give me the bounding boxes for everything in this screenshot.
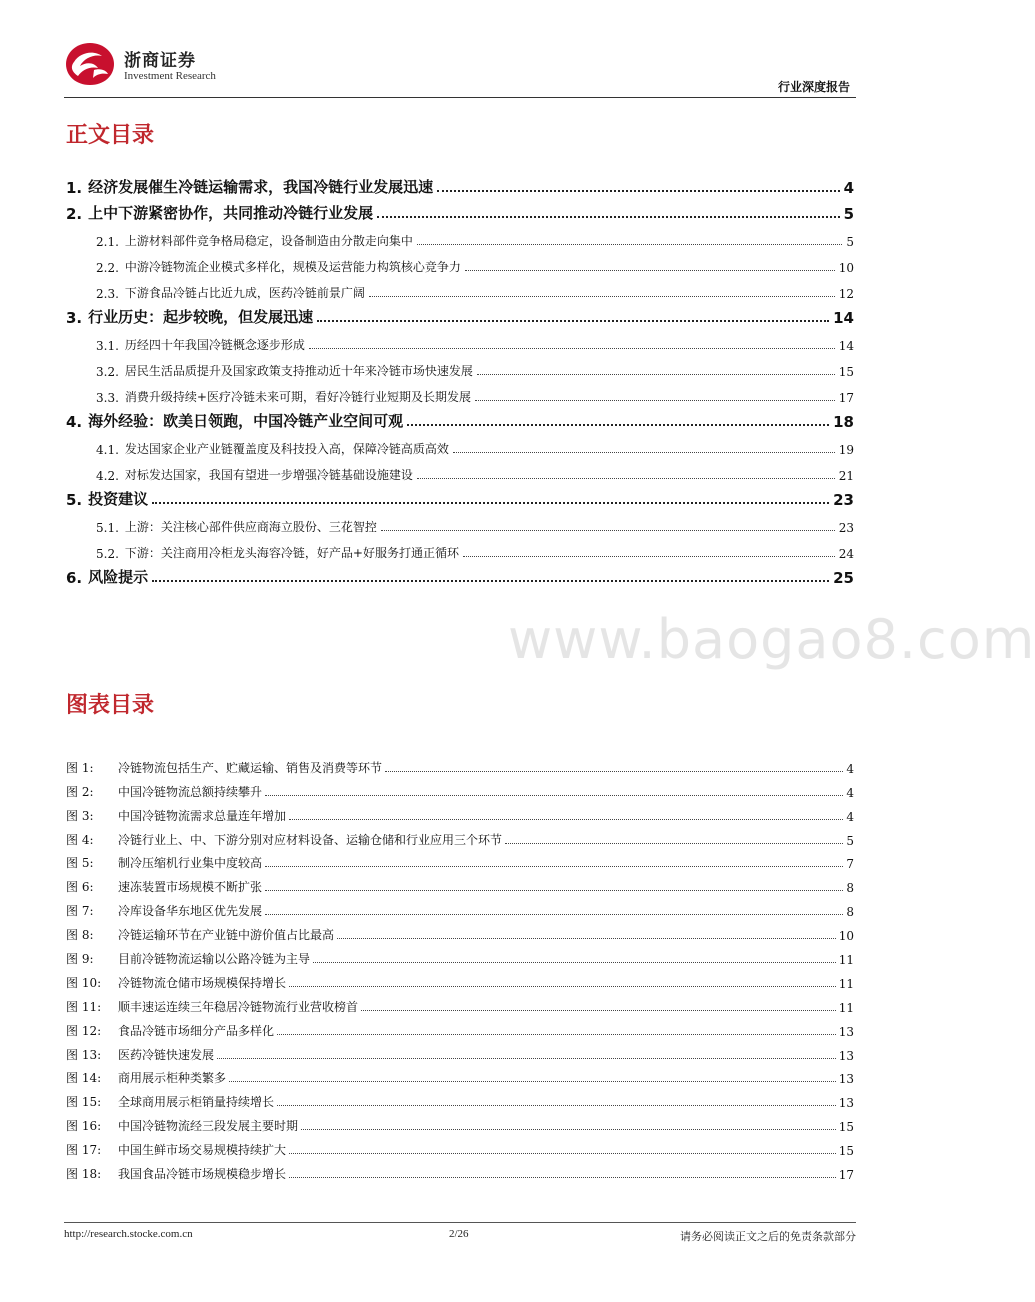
toc-entry-title: 上游：关注核心部件供应商海立股份、三花智控 xyxy=(124,520,377,534)
toc-entry-number: 4.1. xyxy=(96,443,119,457)
figure-number: 图 3: xyxy=(66,808,94,823)
toc-subentry-2-1[interactable] xyxy=(66,223,854,249)
figure-number: 图 4: xyxy=(66,832,94,847)
dot-leader xyxy=(277,1105,836,1106)
figure-page: 11 xyxy=(838,1000,854,1015)
toc-entry-title: 海外经验：欧美日领跑，中国冷链产业空间可观 xyxy=(88,412,404,430)
dot-leader xyxy=(289,1177,836,1178)
figure-number: 图 5: xyxy=(66,856,94,871)
figure-entry-7[interactable] xyxy=(66,895,854,919)
figure-title: 食品冷链市场细分产品多样化 xyxy=(118,1023,275,1038)
dot-leader xyxy=(417,244,842,245)
toc-entry-title: 消费升级持续+医疗冷链未来可期，看好冷链行业短期及长期发展 xyxy=(124,390,471,404)
toc-entry-page: 5 xyxy=(843,205,854,223)
dot-leader xyxy=(505,843,843,844)
toc-entry-number: 2. xyxy=(66,205,83,223)
figure-page: 8 xyxy=(846,905,854,920)
figure-page: 11 xyxy=(838,976,854,991)
toc-entry-title: 对标发达国家，我国有望进一步增强冷链基础设施建设 xyxy=(124,468,413,482)
toc-entry-4[interactable] xyxy=(66,405,854,431)
figure-entry-11[interactable] xyxy=(66,991,854,1015)
figure-number: 图 13: xyxy=(66,1047,102,1062)
figure-entry-13[interactable] xyxy=(66,1039,854,1063)
toc-entry-number: 3.1. xyxy=(96,339,119,353)
figure-number: 图 8: xyxy=(66,928,94,943)
dot-leader xyxy=(361,1010,836,1011)
figure-number: 图 10: xyxy=(66,975,102,990)
dot-leader xyxy=(152,502,829,504)
toc-entry-page: 14 xyxy=(833,309,854,327)
dot-leader xyxy=(309,348,835,349)
toc-entry-title: 发达国家企业产业链覆盖度及科技投入高，保障冷链高质高效 xyxy=(124,442,449,456)
figure-title: 速冻装置市场规模不断扩张 xyxy=(118,880,263,895)
figure-entry-12[interactable] xyxy=(66,1015,854,1039)
figure-title: 冷链运输环节在产业链中游价值占比最高 xyxy=(118,928,335,943)
dot-leader xyxy=(369,296,835,297)
figure-entry-15[interactable] xyxy=(66,1086,854,1110)
figure-number: 图 11: xyxy=(66,999,102,1014)
brand-subtitle: Investment Research xyxy=(124,70,216,82)
toc-entry-number: 3.3. xyxy=(96,391,119,405)
toc-entry-page: 10 xyxy=(838,261,854,275)
brand-name: 浙商证券 xyxy=(124,51,196,71)
figure-entry-6[interactable] xyxy=(66,871,854,895)
toc-entry-title: 居民生活品质提升及国家政策支持推动近十年来冷链市场快速发展 xyxy=(124,364,473,378)
figure-title: 中国冷链物流经三段发展主要时期 xyxy=(118,1119,299,1134)
figure-entry-5[interactable] xyxy=(66,848,854,872)
figure-page: 15 xyxy=(838,1120,854,1135)
toc-entry-number: 5.2. xyxy=(96,547,119,561)
zheshang-logo-icon xyxy=(64,40,116,88)
toc-subentry-5-1[interactable] xyxy=(66,509,854,535)
figure-number: 图 6: xyxy=(66,880,94,895)
figure-number: 图 17: xyxy=(66,1143,102,1158)
toc-entry-number: 2.1. xyxy=(96,235,119,249)
figure-number: 图 1: xyxy=(66,760,94,775)
figure-page: 17 xyxy=(838,1168,854,1183)
figure-page: 13 xyxy=(838,1048,854,1063)
figure-title: 中国生鲜市场交易规模持续扩大 xyxy=(118,1143,287,1158)
toc-entry-2[interactable] xyxy=(66,197,854,223)
dot-leader xyxy=(289,819,843,820)
footer-divider xyxy=(64,1222,856,1223)
figure-title: 商用展示柜种类繁多 xyxy=(118,1071,227,1086)
toc-entry-page: 23 xyxy=(838,521,854,535)
header-divider xyxy=(64,97,856,98)
dot-leader xyxy=(465,270,835,271)
footer-disclaimer: 请务必阅读正文之后的免责条款部分 xyxy=(680,1230,856,1243)
figure-number: 图 12: xyxy=(66,1023,102,1038)
figure-entry-14[interactable] xyxy=(66,1063,854,1087)
dot-leader xyxy=(453,452,835,453)
dot-leader xyxy=(407,424,829,426)
dot-leader xyxy=(152,580,829,582)
figure-number: 图 16: xyxy=(66,1119,102,1134)
toc-subentry-3-2[interactable] xyxy=(66,353,854,379)
toc-entry-title: 投资建议 xyxy=(88,490,149,508)
figure-title: 顺丰速运连续三年稳居冷链物流行业营收榜首 xyxy=(118,999,359,1014)
dot-leader xyxy=(313,962,836,963)
dot-leader xyxy=(437,190,839,192)
toc-entry-page: 21 xyxy=(838,469,854,483)
toc-entry-number: 2.3. xyxy=(96,287,119,301)
dot-leader xyxy=(277,1034,836,1035)
footer-page-number: 2/26 xyxy=(449,1228,469,1240)
toc-entry-number: 5.1. xyxy=(96,521,119,535)
figure-title: 冷链物流仓储市场规模保持增长 xyxy=(118,975,287,990)
figure-entry-3[interactable] xyxy=(66,800,854,824)
toc-entry-title: 风险提示 xyxy=(88,568,149,586)
figure-title: 中国冷链物流需求总量连年增加 xyxy=(118,808,287,823)
figure-page: 10 xyxy=(838,929,854,944)
figure-entry-10[interactable] xyxy=(66,967,854,991)
toc-entry-3[interactable] xyxy=(66,301,854,327)
table-of-contents xyxy=(66,171,854,587)
figure-entry-4[interactable] xyxy=(66,824,854,848)
figure-page: 13 xyxy=(838,1024,854,1039)
toc-entry-number: 3.2. xyxy=(96,365,119,379)
figure-entry-16[interactable] xyxy=(66,1110,854,1134)
figure-title: 冷链行业上、中、下游分别对应材料设备、运输仓储和行业应用三个环节 xyxy=(118,832,503,847)
figure-title: 全球商用展示柜销量持续增长 xyxy=(118,1095,275,1110)
toc-subentry-2-2[interactable] xyxy=(66,249,854,275)
toc-entry-number: 1. xyxy=(66,179,83,197)
figure-entry-1[interactable] xyxy=(66,752,854,776)
dot-leader xyxy=(377,216,839,218)
dot-leader xyxy=(265,890,843,891)
dot-leader xyxy=(337,938,836,939)
toc-entry-title: 中游冷链物流企业模式多样化，规模及运营能力构筑核心竞争力 xyxy=(124,260,461,274)
list-of-figures xyxy=(66,752,854,1182)
figure-page: 4 xyxy=(846,809,854,824)
watermark: www.baogao8.com xyxy=(508,608,1035,671)
toc-entry-page: 12 xyxy=(838,287,854,301)
figure-page: 13 xyxy=(838,1072,854,1087)
figure-number: 图 14: xyxy=(66,1071,102,1086)
figure-page: 4 xyxy=(846,761,854,776)
figure-number: 图 9: xyxy=(66,952,94,967)
dot-leader xyxy=(217,1058,836,1059)
toc-entry-title: 行业历史：起步较晚，但发展迅速 xyxy=(88,308,314,326)
figure-entry-2[interactable] xyxy=(66,776,854,800)
dot-leader xyxy=(381,530,835,531)
toc-subentry-3-3[interactable] xyxy=(66,379,854,405)
toc-entry-page: 17 xyxy=(838,391,854,405)
dot-leader xyxy=(417,478,835,479)
toc-entry-title: 下游：关注商用冷柜龙头海容冷链，好产品+好服务打通正循环 xyxy=(124,546,459,560)
toc-entry-page: 18 xyxy=(833,413,854,431)
report-type-label: 行业深度报告 xyxy=(777,80,850,94)
toc-subentry-4-1[interactable] xyxy=(66,431,854,457)
figure-number: 图 2: xyxy=(66,784,94,799)
dot-leader xyxy=(229,1081,836,1082)
figure-title: 目前冷链物流运输以公路冷链为主导 xyxy=(118,952,311,967)
figure-title: 冷链物流包括生产、贮藏运输、销售及消费等环节 xyxy=(118,760,383,775)
figure-page: 11 xyxy=(838,953,854,968)
dot-leader xyxy=(289,986,836,987)
toc-entry-number: 4. xyxy=(66,413,83,431)
toc-entry-title: 经济发展催生冷链运输需求，我国冷链行业发展迅速 xyxy=(88,178,434,196)
figure-page: 5 xyxy=(846,833,854,848)
dot-leader xyxy=(265,866,843,867)
toc-entry-page: 4 xyxy=(843,179,854,197)
toc-entry-page: 15 xyxy=(838,365,854,379)
figure-title: 我国食品冷链市场规模稳步增长 xyxy=(118,1167,287,1182)
toc-entry-page: 19 xyxy=(838,443,854,457)
figure-entry-17[interactable] xyxy=(66,1134,854,1158)
toc-entry-page: 23 xyxy=(833,491,854,509)
toc-entry-page: 14 xyxy=(838,339,854,353)
dot-leader xyxy=(477,374,835,375)
figure-number: 图 18: xyxy=(66,1167,102,1182)
toc-entry-6[interactable] xyxy=(66,561,854,587)
figure-title: 中国冷链物流总额持续攀升 xyxy=(118,784,263,799)
figure-entry-9[interactable] xyxy=(66,943,854,967)
toc-entry-5[interactable] xyxy=(66,483,854,509)
toc-subentry-4-2[interactable] xyxy=(66,457,854,483)
toc-entry-1[interactable] xyxy=(66,171,854,197)
dot-leader xyxy=(475,400,835,401)
dot-leader xyxy=(385,771,843,772)
toc-subentry-2-3[interactable] xyxy=(66,275,854,301)
figure-page: 8 xyxy=(846,881,854,896)
figures-heading: 图表目录 xyxy=(66,693,155,718)
toc-entry-number: 4.2. xyxy=(96,469,119,483)
footer-url-link[interactable]: http://research.stocke.com.cn xyxy=(64,1228,193,1240)
dot-leader xyxy=(301,1129,836,1130)
figure-number: 图 15: xyxy=(66,1095,102,1110)
toc-entry-number: 6. xyxy=(66,569,83,587)
toc-entry-title: 下游食品冷链占比近九成，医药冷链前景广阔 xyxy=(124,286,365,300)
figure-page: 7 xyxy=(846,857,854,872)
toc-entry-title: 上游材料部件竞争格局稳定，设备制造由分散走向集中 xyxy=(124,234,413,248)
dot-leader xyxy=(317,320,829,322)
toc-entry-title: 上中下游紧密协作，共同推动冷链行业发展 xyxy=(88,204,374,222)
toc-entry-page: 24 xyxy=(838,547,854,561)
figure-entry-8[interactable] xyxy=(66,919,854,943)
figure-entry-18[interactable] xyxy=(66,1158,854,1182)
toc-entry-title: 历经四十年我国冷链概念逐步形成 xyxy=(124,338,305,352)
dot-leader xyxy=(289,1153,836,1154)
figure-title: 医药冷链快速发展 xyxy=(118,1047,215,1062)
dot-leader xyxy=(463,556,835,557)
toc-subentry-5-2[interactable] xyxy=(66,535,854,561)
toc-subentry-3-1[interactable] xyxy=(66,327,854,353)
toc-heading: 正文目录 xyxy=(66,123,155,148)
dot-leader xyxy=(265,914,843,915)
dot-leader xyxy=(265,795,843,796)
figure-title: 制冷压缩机行业集中度较高 xyxy=(118,856,263,871)
page-header xyxy=(64,40,856,96)
figure-title: 冷库设备华东地区优先发展 xyxy=(118,904,263,919)
toc-entry-number: 3. xyxy=(66,309,83,327)
toc-entry-number: 2.2. xyxy=(96,261,119,275)
figure-page: 15 xyxy=(838,1144,854,1159)
figure-page: 13 xyxy=(838,1096,854,1111)
figure-page: 4 xyxy=(846,785,854,800)
toc-entry-number: 5. xyxy=(66,491,83,509)
toc-entry-page: 5 xyxy=(846,235,854,249)
toc-entry-page: 25 xyxy=(833,569,854,587)
figure-number: 图 7: xyxy=(66,904,94,919)
